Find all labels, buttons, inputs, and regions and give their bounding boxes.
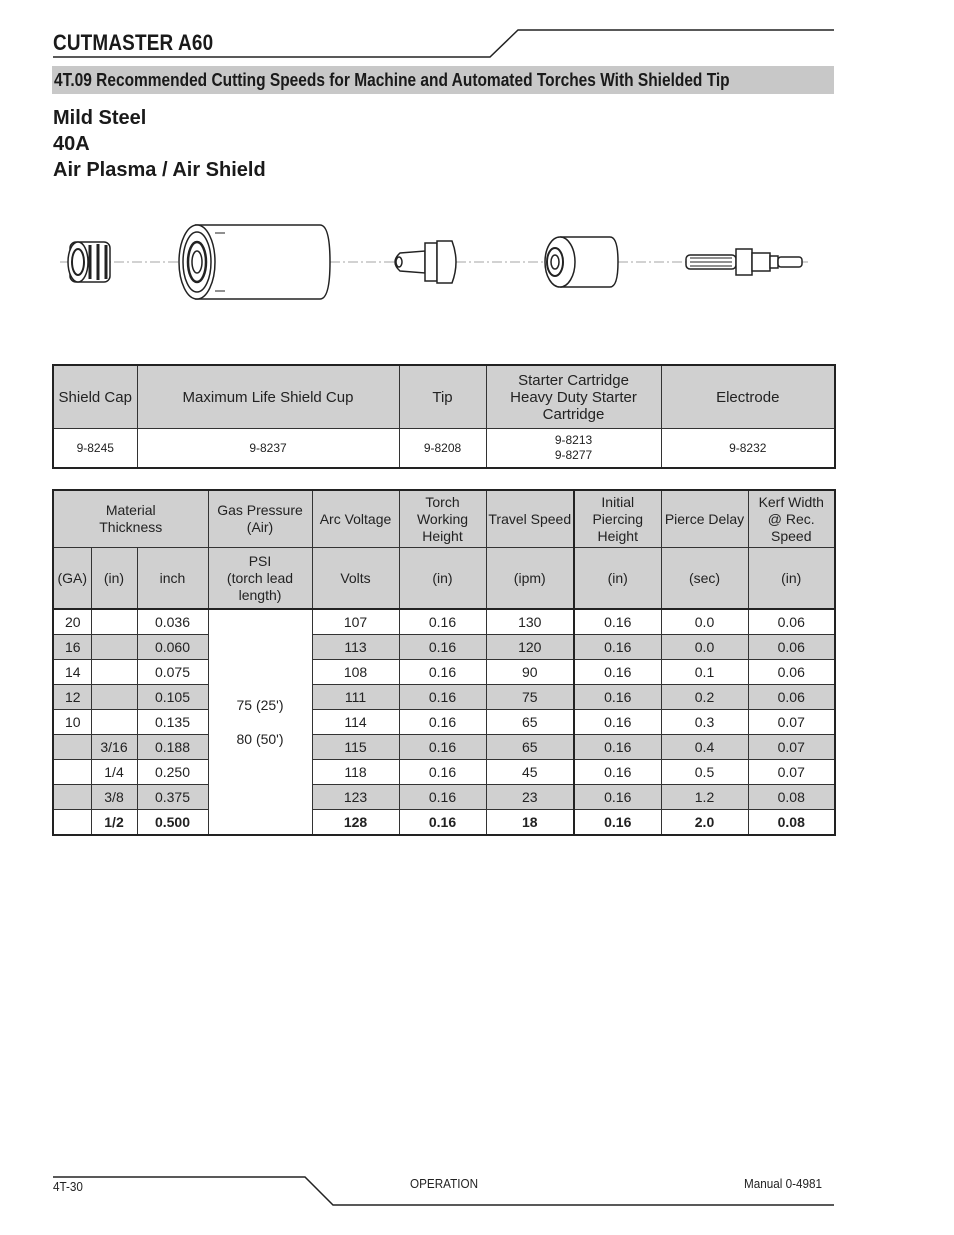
arc-voltage-cell: 108 (312, 660, 399, 685)
header-rule (0, 0, 954, 70)
kerf-width-cell: 0.07 (748, 760, 835, 785)
gauge-cell: 10 (53, 710, 91, 735)
table-row (53, 785, 835, 810)
travel-speed-cell: 23 (486, 785, 574, 810)
torch-height-header (399, 490, 486, 548)
fraction-cell (91, 635, 137, 660)
inch-unit-header: inch (137, 548, 208, 610)
pierce-height-cell: 0.16 (574, 810, 661, 836)
heavy-duty-starter-part-number: 9-8277 (554, 448, 593, 462)
starter-cartridge-part-number: 9-8213 (554, 433, 593, 447)
travel-speed-cell: 120 (486, 635, 574, 660)
arc-voltage-cell: 128 (312, 810, 399, 836)
shield-cap-icon (68, 242, 110, 282)
page-header-title: CUTMASTER A60 (53, 30, 214, 55)
gas-pressure-header (208, 490, 312, 548)
electrode-icon (686, 249, 802, 275)
torch-height-cell: 0.16 (399, 685, 486, 710)
gauge-cell: 14 (53, 660, 91, 685)
inch-cell: 0.500 (137, 810, 208, 836)
torch-label: Torch (425, 493, 460, 510)
gauge-cell (53, 760, 91, 785)
pierce-delay-cell: 0.1 (661, 660, 748, 685)
cutting-speed-table (52, 489, 836, 836)
arc-voltage-cell: 114 (312, 710, 399, 735)
page-number: 4T-30 (53, 1179, 83, 1194)
electrode-header: Electrode (661, 365, 835, 429)
pierce-delay-cell: 0.0 (661, 635, 748, 660)
table-row (53, 760, 835, 785)
arc-voltage-cell: 123 (312, 785, 399, 810)
kerf-width-header (748, 490, 835, 548)
pierce-height-cell: 0.16 (574, 735, 661, 760)
section-title: 4T.09 Recommended Cutting Speeds for Machine and Automated Torches With Shielded Tip (54, 70, 730, 90)
inch-cell: 0.250 (137, 760, 208, 785)
tip-icon (395, 241, 456, 283)
fraction-cell: 3/16 (91, 735, 137, 760)
pierce-delay-cell: 0.4 (661, 735, 748, 760)
torch-height-cell: 0.16 (399, 609, 486, 635)
arc-voltage-cell: 115 (312, 735, 399, 760)
fraction-cell (91, 609, 137, 635)
heavy-duty-starter-label: Heavy Duty Starter (510, 388, 637, 406)
tip-part-number: 9-8208 (399, 429, 486, 469)
table-row (53, 710, 835, 735)
electrode-part-number: 9-8232 (661, 429, 835, 469)
kerf-width-cell: 0.06 (748, 685, 835, 710)
pierce-height-cell: 0.16 (574, 710, 661, 735)
gauge-cell (53, 810, 91, 836)
length-label: length) (238, 586, 282, 603)
torch-lead-label: (torch lead (226, 569, 294, 586)
fraction-cell: 1/2 (91, 810, 137, 836)
ipm-unit-header: (ipm) (486, 548, 574, 610)
kerf-width-cell: 0.08 (748, 810, 835, 836)
gas-pressure-25ft: 75 (25') (236, 697, 284, 713)
manual-number: Manual 0-4981 (744, 1176, 823, 1191)
gas-type-label: (Air) (246, 519, 274, 535)
height-unit-header: (in) (399, 548, 486, 610)
pierce-height-cell: 0.16 (574, 685, 661, 710)
gas-pressure-label: Gas Pressure (217, 502, 303, 518)
inch-cell: 0.375 (137, 785, 208, 810)
pierce-height-cell: 0.16 (574, 635, 661, 660)
material-label: Material (105, 502, 156, 518)
travel-speed-cell: 90 (486, 660, 574, 685)
footer-section: OPERATION (410, 1176, 479, 1191)
kerf-width-cell: 0.08 (748, 785, 835, 810)
pierce-height-unit-header: (in) (574, 548, 661, 610)
parts-table-header (53, 365, 835, 429)
material-thickness-header (53, 490, 208, 548)
psi-label: PSI (248, 552, 272, 569)
inch-cell: 0.036 (137, 609, 208, 635)
speed-label: Speed (771, 527, 812, 544)
starter-cartridge-icon (545, 237, 618, 287)
inch-cell: 0.135 (137, 710, 208, 735)
piercing-label: Piercing (592, 510, 644, 527)
inch-cell: 0.075 (137, 660, 208, 685)
gauge-cell (53, 735, 91, 760)
kerf-width-cell: 0.07 (748, 735, 835, 760)
parts-illustration (0, 215, 954, 315)
pierce-delay-cell: 0.3 (661, 710, 748, 735)
table-row (53, 685, 835, 710)
fraction-cell (91, 685, 137, 710)
inch-cell: 0.105 (137, 685, 208, 710)
parts-table-values (53, 429, 835, 469)
kerf-width-cell: 0.06 (748, 609, 835, 635)
gauge-cell (53, 785, 91, 810)
shield-cap-header: Shield Cap (53, 365, 137, 429)
material-subtitle: Mild Steel (53, 107, 147, 129)
inch-cell: 0.188 (137, 735, 208, 760)
gas-pressure-cell (208, 609, 312, 835)
starter-cartridge-header (486, 365, 661, 429)
volts-unit-header: Volts (312, 548, 399, 610)
pierce-delay-cell: 0.2 (661, 685, 748, 710)
table-row (53, 609, 835, 635)
kerf-unit-header: (in) (748, 548, 835, 610)
rec-label: @ Rec. (767, 510, 815, 527)
torch-height-cell: 0.16 (399, 760, 486, 785)
cartridge-label: Cartridge (542, 405, 605, 423)
travel-speed-cell: 130 (486, 609, 574, 635)
initial-piercing-header (574, 490, 661, 548)
fraction-cell (91, 660, 137, 685)
travel-speed-cell: 18 (486, 810, 574, 836)
working-label: Working (416, 510, 469, 527)
travel-speed-cell: 45 (486, 760, 574, 785)
table-row (53, 635, 835, 660)
ga-unit-header: (GA) (53, 548, 91, 610)
shield-cup-icon (179, 225, 330, 299)
travel-speed-cell: 75 (486, 685, 574, 710)
arc-voltage-cell: 107 (312, 609, 399, 635)
torch-height-cell: 0.16 (399, 810, 486, 836)
shield-cup-header: Maximum Life Shield Cup (137, 365, 399, 429)
torch-height-cell: 0.16 (399, 710, 486, 735)
inch-cell: 0.060 (137, 635, 208, 660)
table-row (53, 735, 835, 760)
kerf-width-cell: 0.06 (748, 660, 835, 685)
torch-height-cell: 0.16 (399, 660, 486, 685)
torch-height-cell: 0.16 (399, 635, 486, 660)
sec-unit-header: (sec) (661, 548, 748, 610)
arc-voltage-cell: 113 (312, 635, 399, 660)
parts-table (52, 364, 836, 469)
pierce-height-cell: 0.16 (574, 609, 661, 635)
pierce-height-cell: 0.16 (574, 785, 661, 810)
height-label: Height (422, 527, 463, 544)
gauge-cell: 12 (53, 685, 91, 710)
shield-cup-part-number: 9-8237 (137, 429, 399, 469)
fraction-cell: 1/4 (91, 760, 137, 785)
initial-label: Initial (601, 493, 635, 510)
fraction-cell: 3/8 (91, 785, 137, 810)
speed-table-header-row-1 (53, 490, 835, 548)
pierce-delay-header: Pierce Delay (661, 490, 748, 548)
pierce-delay-cell: 0.0 (661, 609, 748, 635)
pierce-delay-cell: 2.0 (661, 810, 748, 836)
shield-cap-part-number: 9-8245 (53, 429, 137, 469)
amperage-subtitle: 40A (53, 133, 90, 155)
torch-height-cell: 0.16 (399, 735, 486, 760)
travel-speed-cell: 65 (486, 710, 574, 735)
fraction-cell (91, 710, 137, 735)
speed-table-header-row-2 (53, 548, 835, 610)
gauge-cell: 16 (53, 635, 91, 660)
gauge-cell: 20 (53, 609, 91, 635)
travel-speed-cell: 65 (486, 735, 574, 760)
kerf-width-cell: 0.07 (748, 710, 835, 735)
table-row (53, 810, 835, 836)
kerf-width-cell: 0.06 (748, 635, 835, 660)
piercing-height-label: Height (597, 527, 638, 544)
pierce-delay-cell: 0.5 (661, 760, 748, 785)
table-row (53, 660, 835, 685)
thickness-label: Thickness (99, 519, 163, 535)
starter-cartridge-label: Starter Cartridge (518, 371, 629, 389)
arc-voltage-cell: 111 (312, 685, 399, 710)
gas-pressure-50ft: 80 (50') (236, 731, 284, 747)
arc-voltage-header: Arc Voltage (312, 490, 399, 548)
pierce-height-cell: 0.16 (574, 660, 661, 685)
fraction-unit-header: (in) (91, 548, 137, 610)
tip-header: Tip (399, 365, 486, 429)
travel-speed-header: Travel Speed (486, 490, 574, 548)
torch-height-cell: 0.16 (399, 785, 486, 810)
arc-voltage-cell: 118 (312, 760, 399, 785)
gas-subtitle: Air Plasma / Air Shield (53, 159, 266, 181)
pierce-delay-cell: 1.2 (661, 785, 748, 810)
pierce-height-cell: 0.16 (574, 760, 661, 785)
kerf-width-label: Kerf Width (758, 493, 824, 510)
psi-unit-header (208, 548, 312, 610)
starter-cartridge-part-numbers (486, 429, 661, 469)
